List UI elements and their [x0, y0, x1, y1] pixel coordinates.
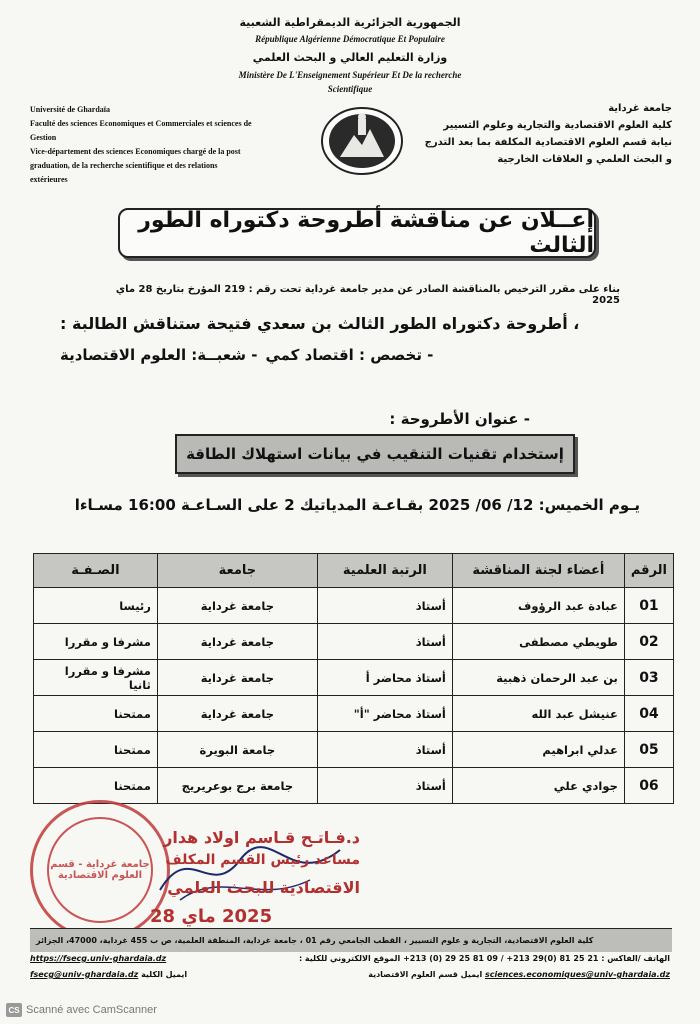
vice-department-fr: Vice-département des sciences Economiques chargé de la post [30, 147, 241, 156]
member-role: ممتحنا [34, 696, 158, 732]
signatory-title-2: الاقتصادية للبحث العلمي [167, 878, 360, 897]
thesis-label: - عنوان الأطروحة : [389, 410, 530, 428]
member-rank: أستاذ [317, 768, 452, 804]
vice-department-fr-2: graduation, de la recherche scientifique et des relations [30, 161, 218, 170]
table-row [34, 696, 674, 732]
member-rank: أستاذ [317, 588, 452, 624]
header-republic-fr: République Algérienne Démocratique Et Populaire [255, 34, 445, 44]
member-name: عبادة عبد الرؤوف [452, 588, 624, 624]
member-name: بن عبد الرحمان ذهبية [452, 660, 624, 696]
official-stamp [30, 800, 170, 940]
dept-email-group [368, 970, 670, 979]
member-role: مشرفا و مقررا ثانيا [34, 660, 158, 696]
row-number: 02 [624, 624, 673, 660]
thesis-title: إستخدام تقنيات التنقيب في بيانات استهلاك الطاقة [186, 445, 564, 463]
candidate-line [60, 314, 620, 333]
header-ministry-fr-2: Scientifique [327, 84, 373, 94]
footer-website-label: الموقع الالكتروني للكلية : [298, 954, 401, 963]
stamp-text: جامعة غرداية - قسم العلوم الاقتصادية [50, 859, 150, 881]
member-university: جامعة غرداية [157, 588, 317, 624]
faculty-email-group [30, 970, 187, 979]
member-university: جامعة البويرة [157, 732, 317, 768]
table-row [34, 768, 674, 804]
footer-email-row [30, 970, 670, 979]
table-row [34, 660, 674, 696]
footer-phone [299, 954, 670, 963]
university-name-ar: جامعة غرداية [608, 103, 672, 114]
member-university: جامعة غرداية [157, 660, 317, 696]
row-number: 01 [624, 588, 673, 624]
header-rank: الرتبة العلمية [317, 554, 452, 588]
member-university: جامعة برج بوعريريج [157, 768, 317, 804]
university-name-fr: Université de Ghardaïa [30, 105, 110, 114]
dept-email-label: ايميل قسم العلوم الاقتصادية [368, 970, 483, 979]
member-role: ممتحنا [34, 768, 158, 804]
member-name: عنيشل عبد الله [452, 696, 624, 732]
dept-email-link[interactable]: sciences.economiques@univ-ghardaia.dz [485, 970, 670, 979]
header-ministry-ar: وزارة التعليم العالي و البحث العلمي [252, 51, 448, 64]
member-rank: أستاذ [317, 732, 452, 768]
member-rank: أستاذ محاضر أ [317, 660, 452, 696]
field-specialty: - تخصص : اقتصاد كمي [265, 346, 434, 364]
member-role: رئيسا [34, 588, 158, 624]
field-branch: - شعبــة: العلوم الاقتصادية [60, 346, 258, 364]
vice-department-ar: نيابة قسم العلوم الاقتصادية المكلفة بما بعد التدرج [424, 137, 672, 148]
footer-contact-row [30, 954, 670, 963]
member-name: طويطي مصطفى [452, 624, 624, 660]
member-role: ممتحنا [34, 732, 158, 768]
candidate-name: بن سعدي فتيحة [206, 314, 332, 333]
candidate-prefix: ستناقش الطالبة : [60, 314, 201, 333]
field-line [60, 346, 620, 364]
footer-phone-text: الهاتف /الفاكس : 21 25 81 (0)29 213+ / 09 81 25 29 (0) 213+ [403, 954, 670, 963]
footer-address-bar [30, 928, 672, 952]
vice-department-fr-3: extérieures [30, 175, 68, 184]
faculty-name-ar: كلية العلوم الاقتصادية والتجارية وعلوم التسيير [443, 120, 672, 131]
candidate-suffix: ، أطروحة دكتوراه الطور الثالث [337, 314, 580, 333]
member-role: مشرفا و مقررا [34, 624, 158, 660]
decree-text: بناء على مقرر الترخيص بالمناقشة الصادر عن مدير جامعة غرداية تحت رقم : 219 المؤرخ بتاريخ 28 ماي 2025 [115, 284, 620, 306]
jury-table [33, 553, 674, 804]
vice-department-ar-2: و البحث العلمي و العلاقات الخارجية [497, 154, 672, 165]
header-university: جامعة [157, 554, 317, 588]
member-rank: أستاذ [317, 624, 452, 660]
row-number: 06 [624, 768, 673, 804]
row-number: 03 [624, 660, 673, 696]
faculty-email-link[interactable]: fsecg@univ-ghardaia.dz [30, 970, 139, 979]
member-university: جامعة غرداية [157, 696, 317, 732]
row-number: 04 [624, 696, 673, 732]
camscanner-watermark [6, 1003, 157, 1017]
university-block-ar [422, 100, 672, 168]
university-block-fr [30, 103, 290, 187]
header-ministry-fr: Ministère De L'Enseignement Supérieur Et De la recherche [238, 70, 462, 80]
camscanner-logo-icon: CS [6, 1003, 22, 1017]
announcement-title: إعــلان عن مناقشة أطروحة دكتوراه الطور الثالث [138, 208, 594, 258]
faculty-email-label: ايميل الكلية [141, 970, 188, 979]
header-member: أعضاء لجنة المناقشة [452, 554, 624, 588]
member-name: عدلي ابراهيم [452, 732, 624, 768]
faculty-website-link[interactable]: https://fsecg.univ-ghardaia.dz [30, 954, 167, 963]
header-number: الرقم [624, 554, 673, 588]
faculty-name-fr-2: Gestion [30, 133, 57, 142]
defense-schedule: يـوم الخميس: 12/ 06/ 2025 بقـاعـة المدياتيك 2 على السـاعـة 16:00 مسـاءا [74, 496, 640, 514]
signature-date: 2025 ماي 28 [150, 906, 273, 927]
member-name: جوادي علي [452, 768, 624, 804]
thesis-title-box [175, 434, 575, 474]
signatory-name: د.فـاتـح قـاسم اولاد هدار [163, 828, 360, 847]
footer-address: كلية العلوم الاقتصادية، التجارية و علوم التسيير ، القطب الجامعي رقم 01 ، جامعة غرداية، المنطقة العلمية، ص ب 455 غرداية، 47000، الجزائر [36, 936, 594, 945]
table-row [34, 732, 674, 768]
faculty-name-fr: Faculté des sciences Economiques et Commerciales et sciences de [30, 119, 252, 128]
signatory-title: مساعد رئيس القسم المكلف [165, 852, 360, 868]
header-republic-ar: الجمهورية الجزائرية الديمقراطية الشعبية [239, 16, 461, 29]
member-rank: أستاذ محاضر "أ" [317, 696, 452, 732]
member-university: جامعة غرداية [157, 624, 317, 660]
camscanner-text: Scanné avec CamScanner [26, 1004, 157, 1016]
row-number: 05 [624, 732, 673, 768]
header-role: الصـفـة [34, 554, 158, 588]
announcement-title-box [118, 208, 596, 258]
jury-table-header [34, 554, 674, 588]
university-logo-icon [318, 105, 406, 177]
table-row [34, 588, 674, 624]
table-row [34, 624, 674, 660]
